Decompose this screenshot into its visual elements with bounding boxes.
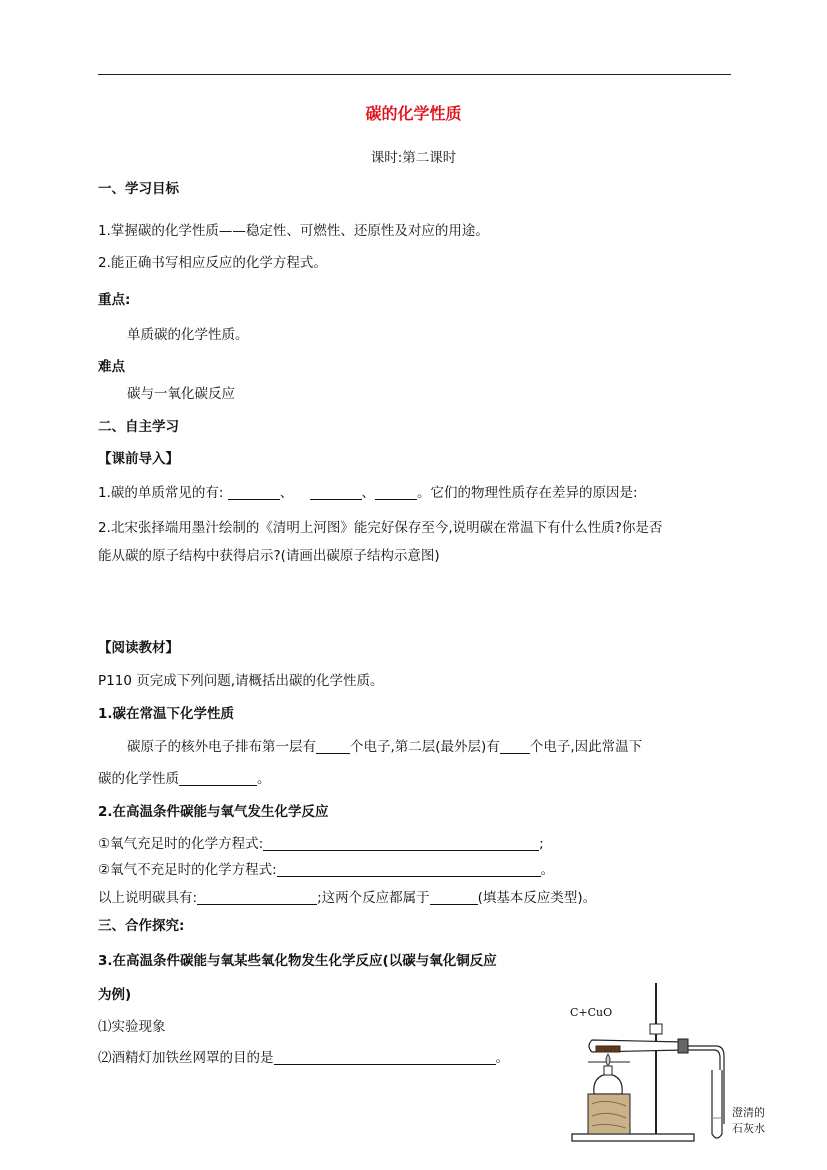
part-3-item: ⑴实验现象	[98, 1019, 166, 1035]
section-heading-cooperative: 三、合作探究:	[98, 918, 185, 934]
answer-blank[interactable]	[375, 485, 417, 500]
reading-heading: 【阅读教材】	[98, 640, 179, 656]
header-rule	[98, 74, 731, 75]
part-3-heading: 3.在高温条件碳能与氧某些氧化物发生化学反应(以碳与氧化铜反应	[98, 953, 497, 969]
question-2-line: 2.北宋张择端用墨汁绘制的《清明上河图》能完好保存至今,说明碳在常温下有什么性质?你是否	[98, 520, 663, 536]
answer-blank[interactable]	[197, 890, 317, 905]
lesson-time: 课时:第二课时	[370, 150, 457, 166]
intro-heading: 【课前导入】	[98, 451, 179, 467]
part-3-item: ⑵酒精灯加铁丝网罩的目的是 。	[98, 1050, 509, 1066]
reagent-label: C+CuO	[570, 1006, 613, 1019]
part-1-line: 碳的化学性质 。	[98, 771, 271, 787]
answer-blank[interactable]	[310, 485, 362, 500]
key-point-text: 单质碳的化学性质。	[127, 327, 249, 343]
answer-blank[interactable]	[179, 771, 257, 786]
part-2-line: 以上说明碳具有: ;这两个反应都属于 (填基本反应类型)。	[98, 890, 597, 906]
part-1-line: 碳原子的核外电子排布第一层有 个电子,第二层(最外层)有 个电子,因此常温下	[127, 739, 643, 755]
part-2-line: ①氧气充足时的化学方程式: ;	[98, 836, 544, 852]
difficulty-text: 碳与一氧化碳反应	[127, 386, 235, 402]
answer-blank[interactable]	[274, 1050, 496, 1065]
limewater-label: 澄清的	[732, 1106, 765, 1119]
reading-text: P110 页完成下列问题,请概括出碳的化学性质。	[98, 673, 384, 689]
goal-item: 2.能正确书写相应反应的化学方程式。	[98, 255, 327, 271]
difficulty-label: 难点	[98, 359, 125, 375]
question-2-line: 能从碳的原子结构中获得启示?(请画出碳原子结构示意图)	[98, 548, 440, 564]
answer-blank[interactable]	[228, 485, 280, 500]
part-3-heading: 为例)	[98, 987, 132, 1003]
answer-blank[interactable]	[277, 862, 541, 877]
section-heading-self-study: 二、自主学习	[98, 419, 179, 435]
answer-blank[interactable]	[430, 890, 478, 905]
page-title: 碳的化学性质	[365, 104, 462, 123]
answer-blank[interactable]	[500, 739, 530, 754]
answer-blank[interactable]	[263, 836, 539, 851]
part-2-heading: 2.在高温条件碳能与氧气发生化学反应	[98, 804, 329, 820]
part-1-heading: 1.碳在常温下化学性质	[98, 706, 235, 722]
goal-item: 1.掌握碳的化学性质——稳定性、可燃性、还原性及对应的用途。	[98, 223, 489, 239]
key-point-label: 重点:	[98, 292, 131, 308]
answer-blank[interactable]	[316, 739, 350, 754]
part-2-line: ②氧气不充足时的化学方程式: 。	[98, 862, 555, 878]
experiment-apparatus-figure	[566, 978, 778, 1148]
section-heading-goals: 一、学习目标	[98, 181, 179, 197]
question-1: 1.碳的单质常见的有: 、 、 。它们的物理性质存在差异的原因是:	[98, 485, 638, 501]
limewater-label: 石灰水	[732, 1122, 765, 1135]
